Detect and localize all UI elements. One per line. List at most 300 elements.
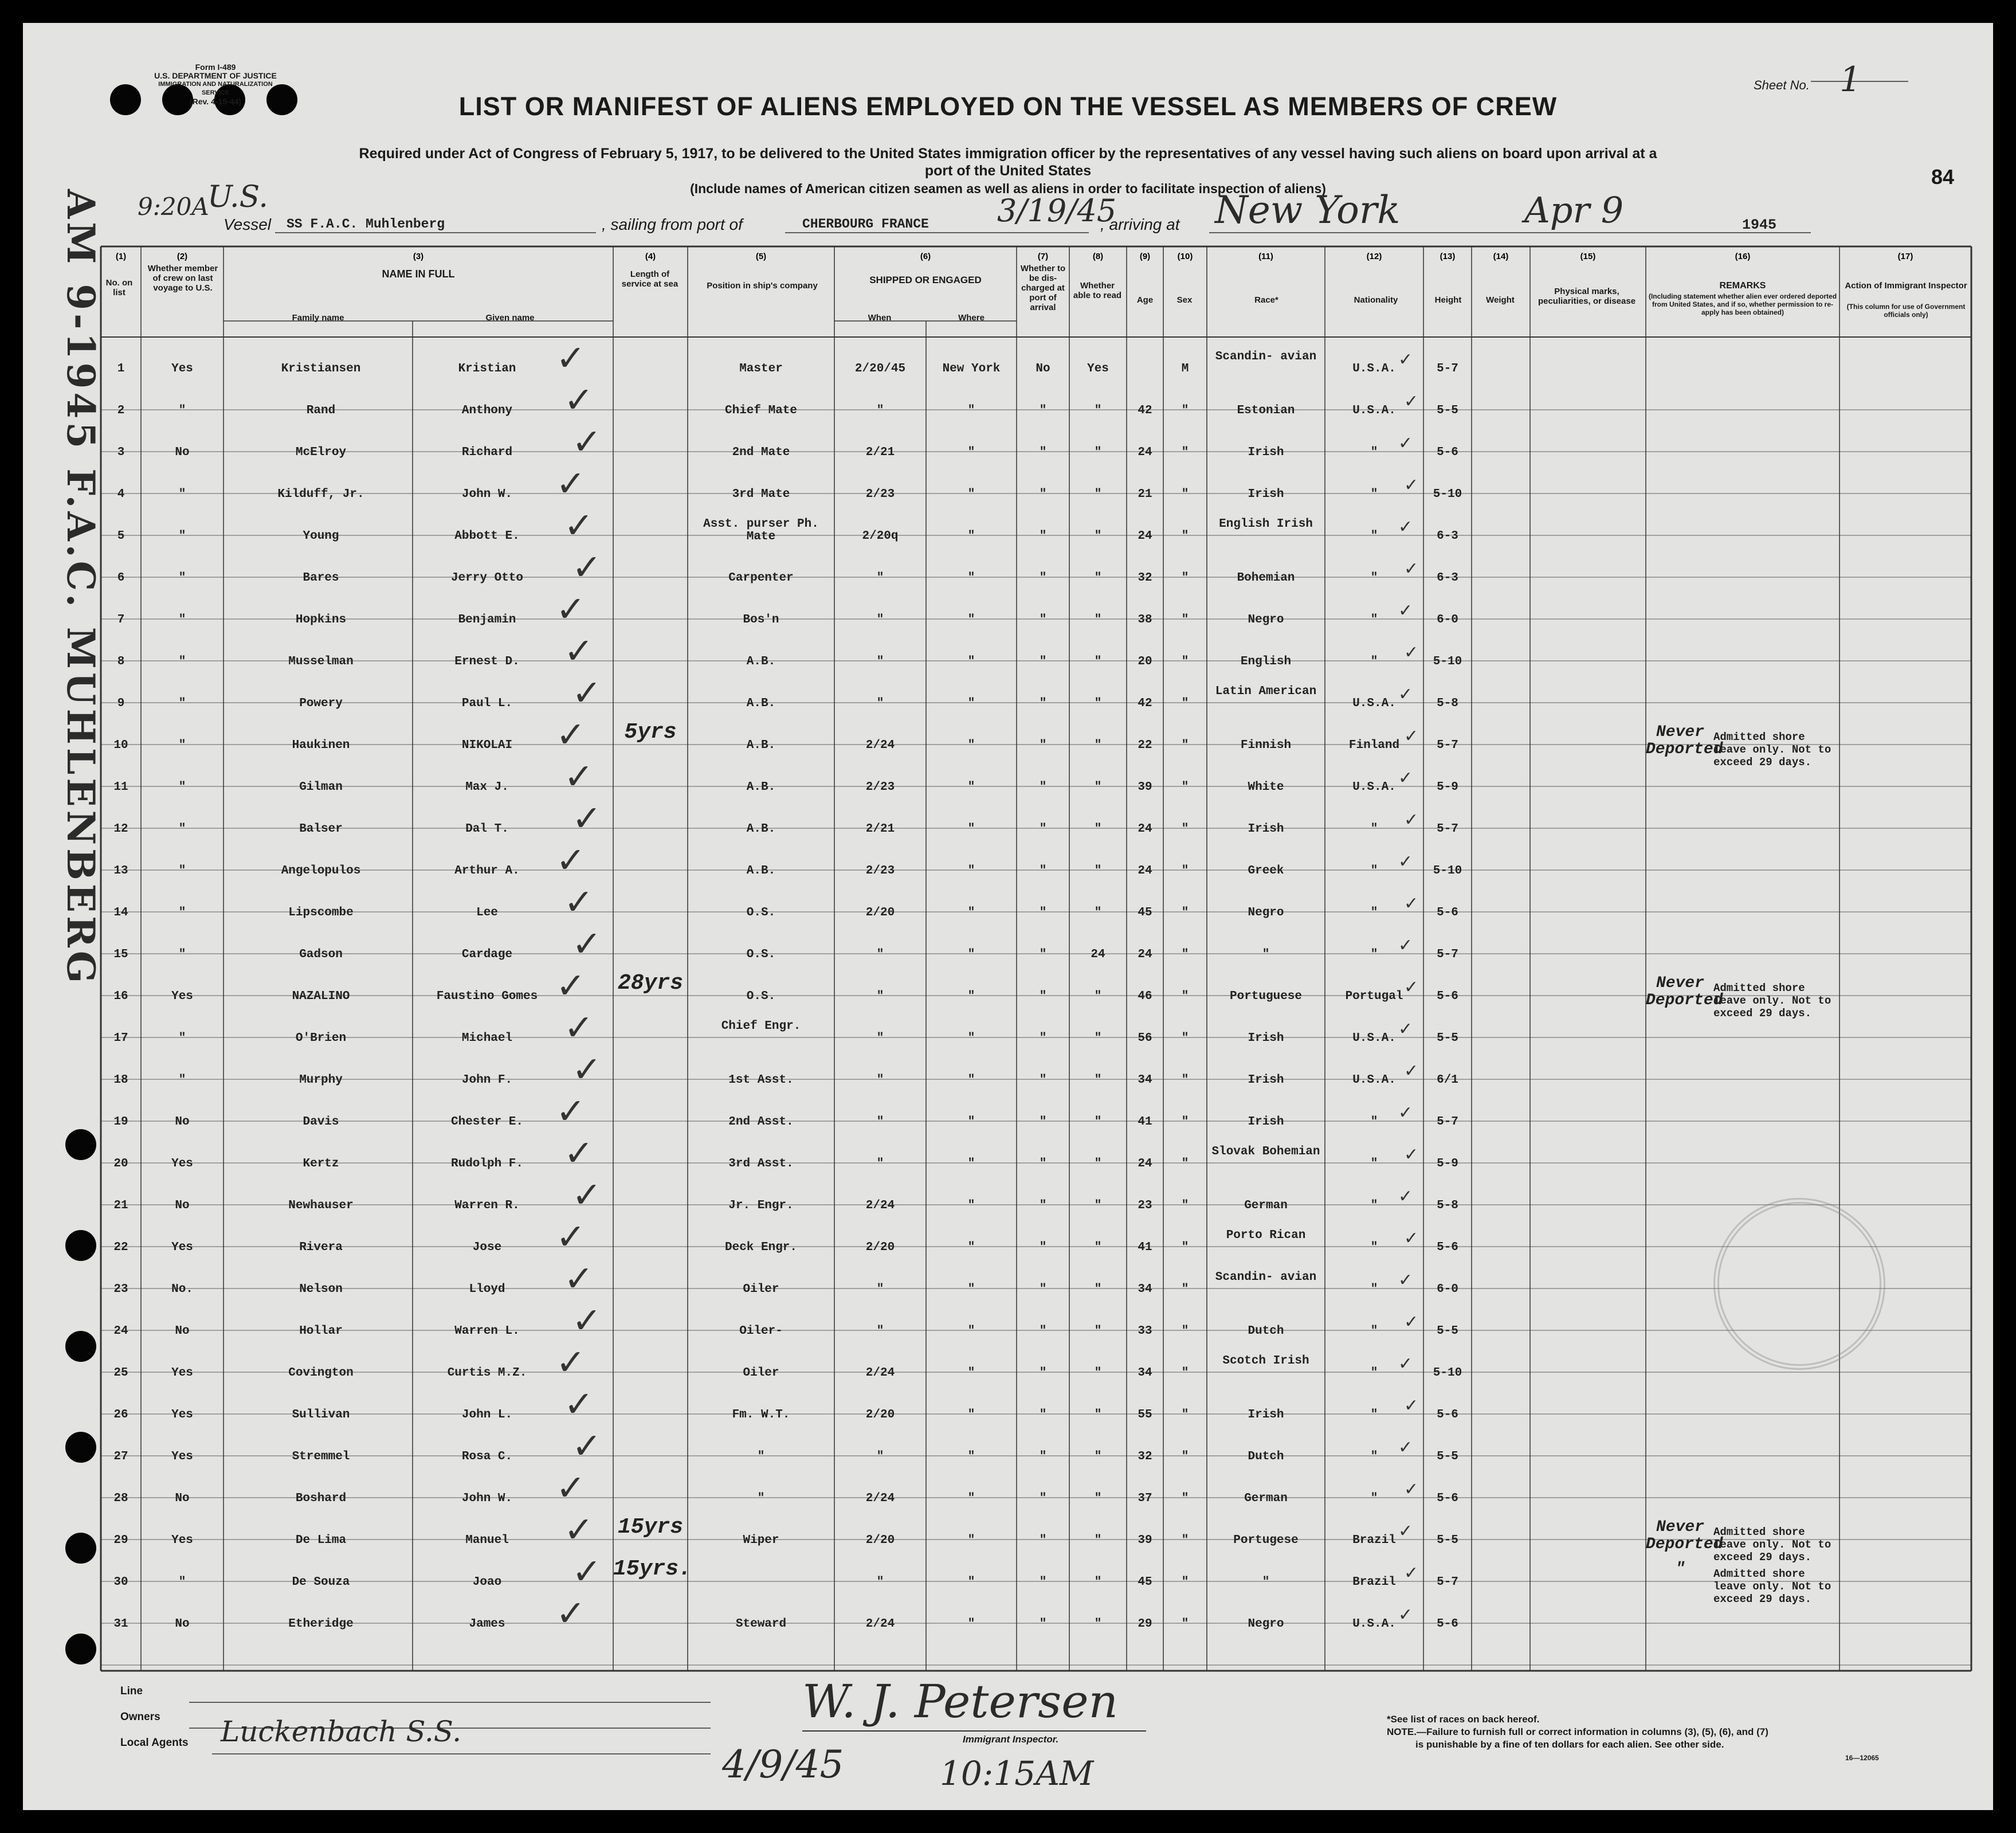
able-to-read: " (1094, 1199, 1102, 1212)
arrival-port: New York (1215, 188, 1401, 232)
race: Greek (1248, 864, 1284, 878)
check-mark-icon: ✓ (1398, 517, 1413, 537)
row-number: 6 (117, 571, 125, 585)
given-name: Michael (461, 1032, 513, 1045)
able-to-read: " (1094, 1157, 1102, 1170)
check-mark-icon: ✓ (556, 337, 586, 379)
shipped-when: 2/20 (865, 1534, 895, 1547)
column-number: (8) (1092, 252, 1104, 261)
height: 5-7 (1437, 1576, 1458, 1589)
race: English Irish (1219, 518, 1313, 531)
to-be-discharged: " (1039, 697, 1047, 710)
position: Steward (735, 1617, 787, 1631)
punch-hole (65, 1331, 96, 1362)
position: 1st Asst. (728, 1074, 794, 1087)
check-mark-icon: ✓ (1398, 1186, 1413, 1207)
shipped-when: " (876, 1325, 884, 1338)
check-mark-icon: ✓ (564, 1132, 594, 1174)
height: 5-5 (1437, 1032, 1458, 1045)
index-note: 9:20A (138, 193, 209, 221)
height: 6-0 (1437, 1283, 1458, 1296)
last-voyage: Yes (171, 1157, 193, 1170)
check-mark-icon: ✓ (1404, 1061, 1419, 1081)
page-number: 84 (1931, 165, 1955, 189)
race-note: *See list of races on back hereof. (1387, 1714, 1540, 1725)
height: 5-9 (1437, 1157, 1458, 1170)
family-name: Bares (303, 571, 339, 585)
header-discharged: Whether to be dis-charged at port of arrival (1020, 264, 1066, 312)
vessel-name: SS F.A.C. Muhlenberg (287, 217, 445, 232)
check-mark-icon: ✓ (1404, 1312, 1419, 1332)
position: A.B. (746, 697, 776, 710)
race: Irish (1248, 488, 1284, 501)
header-physical-marks: Physical marks, peculiarities, or disease (1538, 287, 1636, 306)
to-be-discharged: " (1039, 1157, 1047, 1170)
sex: " (1181, 697, 1189, 710)
nationality: " (1370, 1366, 1378, 1380)
header-sex: Sex (1176, 295, 1193, 305)
position: 3rd Asst. (728, 1157, 794, 1170)
column-number: (16) (1735, 252, 1751, 261)
shipped-when: 2/23 (865, 488, 895, 501)
to-be-discharged: " (1039, 655, 1047, 668)
row-number: 17 (113, 1032, 128, 1045)
penalty-note-2: is punishable by a fine of ten dollars for each alien. See other side. (1415, 1739, 1724, 1750)
shipped-where: " (967, 948, 975, 961)
shipped-when: 2/20 (865, 1241, 895, 1254)
sex: " (1181, 1408, 1189, 1421)
revision: (Rev. 4-15-44) (189, 97, 241, 106)
last-voyage: " (178, 571, 186, 585)
sheet-number: 1 (1839, 60, 1862, 100)
header-name-in-full: NAME IN FULL (382, 268, 455, 280)
check-mark-icon: ✓ (556, 1341, 586, 1383)
punch-hole (65, 1230, 96, 1261)
check-mark-icon: ✓ (572, 1550, 602, 1592)
height: 5-8 (1437, 697, 1458, 710)
punch-hole (65, 1533, 96, 1564)
height: 5-10 (1433, 1366, 1462, 1380)
nationality: U.S.A. (1352, 1617, 1396, 1631)
able-to-read: " (1094, 1283, 1102, 1296)
nationality: " (1370, 822, 1378, 836)
to-be-discharged: " (1039, 864, 1047, 878)
race: White (1248, 781, 1284, 794)
family-name: Newhauser (288, 1199, 354, 1212)
to-be-discharged: " (1039, 1450, 1047, 1463)
position: " (757, 1492, 765, 1505)
check-mark-icon: ✓ (556, 714, 586, 755)
row-number: 27 (113, 1450, 128, 1463)
age: 20 (1138, 655, 1152, 668)
row-number: 16 (113, 990, 128, 1003)
shipped-where: " (967, 613, 975, 626)
able-to-read: " (1094, 404, 1102, 417)
shipped-when: 2/24 (865, 1492, 895, 1505)
last-voyage: " (178, 781, 186, 794)
shipped-when: " (876, 697, 884, 710)
to-be-discharged: " (1039, 571, 1047, 585)
column-number: (5) (755, 252, 767, 261)
sheet-label: Sheet No. (1754, 78, 1810, 92)
able-to-read: " (1094, 530, 1102, 543)
sex: " (1181, 781, 1189, 794)
shipped-where: " (967, 1492, 975, 1505)
age: 32 (1138, 571, 1152, 585)
age: 24 (1138, 864, 1152, 878)
sex: " (1181, 655, 1189, 668)
given-name: John W. (461, 488, 513, 501)
row-number: 14 (113, 906, 128, 919)
age: 42 (1138, 404, 1152, 417)
row-number: 13 (113, 864, 128, 878)
last-voyage: Yes (171, 1366, 193, 1380)
shipped-when: " (876, 655, 884, 668)
print-code: 16—12065 (1845, 1754, 1879, 1762)
height: 5-5 (1437, 1534, 1458, 1547)
check-mark-icon: ✓ (1398, 1438, 1413, 1458)
position: Oiler- (739, 1325, 783, 1338)
age: 37 (1138, 1492, 1152, 1505)
given-name: James (469, 1617, 505, 1631)
position: O.S. (746, 948, 776, 961)
check-mark-icon: ✓ (1404, 1396, 1419, 1416)
row-number: 22 (113, 1241, 128, 1254)
race: Latin American (1215, 685, 1317, 698)
sex: " (1181, 1241, 1189, 1254)
height: 5-6 (1437, 906, 1458, 919)
shipped-where: " (967, 404, 975, 417)
sex: " (1181, 1283, 1189, 1296)
to-be-discharged: " (1039, 446, 1047, 459)
given-name: Kristian (458, 362, 516, 375)
family-name: De Souza (292, 1576, 350, 1589)
shipped-when: " (876, 1576, 884, 1589)
position: A.B. (746, 822, 776, 836)
sex: " (1181, 1492, 1189, 1505)
header-shipped-engaged: SHIPPED OR ENGAGED (869, 275, 982, 285)
column-number: (11) (1258, 252, 1273, 261)
remarks: Admitted shore leave only. Not to exceed 29 days. (1713, 1526, 1831, 1564)
to-be-discharged: " (1039, 1366, 1047, 1380)
required-act-line-2: port of the United States (924, 163, 1092, 179)
family-name: Balser (299, 822, 343, 836)
sex: " (1181, 864, 1189, 878)
shipped-when: 2/21 (865, 822, 895, 836)
header-able-read: Whether able to read (1073, 281, 1122, 300)
departure-port: CHERBOURG FRANCE (802, 217, 929, 232)
to-be-discharged: " (1039, 1576, 1047, 1589)
row-number: 4 (117, 488, 125, 501)
to-be-discharged: " (1039, 1032, 1047, 1045)
position: Jr. Engr. (728, 1199, 794, 1212)
sex: " (1181, 1576, 1189, 1589)
age: 39 (1138, 781, 1152, 794)
check-mark-icon: ✓ (1404, 1228, 1419, 1248)
shipped-when: 2/24 (865, 1617, 895, 1631)
us-note: U.S. (207, 180, 268, 214)
shipped-where: " (967, 990, 975, 1003)
check-mark-icon: ✓ (564, 1509, 594, 1550)
to-be-discharged: " (1039, 822, 1047, 836)
to-be-discharged: " (1039, 613, 1047, 626)
able-to-read: " (1094, 1450, 1102, 1463)
able-to-read: " (1094, 1032, 1102, 1045)
header-given-name: Given name (485, 313, 535, 323)
check-mark-icon: ✓ (1404, 894, 1419, 914)
nationality: " (1370, 488, 1378, 501)
height: 5-7 (1437, 1115, 1458, 1129)
race: Portugese (1233, 1534, 1299, 1547)
header-remarks-note: (Including statement whether alien ever ordered deported from United States, and if so, whether permission to re-apply has been obtained) (1648, 292, 1837, 316)
to-be-discharged: " (1039, 1199, 1047, 1212)
sex: " (1181, 530, 1189, 543)
age: 39 (1138, 1534, 1152, 1547)
position: Oiler (743, 1283, 779, 1296)
able-to-read: " (1094, 1617, 1102, 1631)
check-mark-icon: ✓ (572, 672, 602, 714)
race: Scotch Irish (1222, 1354, 1309, 1368)
race: Irish (1248, 1115, 1284, 1129)
header-remarks: REMARKS (1719, 281, 1766, 291)
sex: " (1181, 1115, 1189, 1129)
arriving-label: , arriving at (1100, 216, 1180, 233)
position: A.B. (746, 864, 776, 878)
family-name: Murphy (299, 1074, 343, 1087)
height: 5-6 (1437, 446, 1458, 459)
position: Chief Mate (724, 404, 798, 417)
nationality: " (1370, 1199, 1378, 1212)
column-number: (15) (1580, 252, 1596, 261)
shipped-where: " (967, 1032, 975, 1045)
last-voyage: No. (171, 1283, 193, 1296)
row-number: 29 (113, 1534, 128, 1547)
shipped-where: " (967, 1617, 975, 1631)
race: German (1244, 1492, 1288, 1505)
age: 24 (1138, 822, 1152, 836)
check-mark-icon: ✓ (1404, 475, 1419, 495)
given-name: Jerry Otto (450, 571, 524, 585)
nationality: U.S.A. (1352, 1074, 1396, 1087)
check-mark-icon: ✓ (1398, 1270, 1413, 1290)
family-name: Rivera (299, 1241, 343, 1254)
row-number: 2 (117, 404, 125, 417)
inspector-label: Immigrant Inspector. (963, 1734, 1059, 1745)
given-name: Paul L. (461, 697, 513, 710)
remarks-handwritten: Never Deported (1646, 974, 1723, 1009)
nationality: U.S.A. (1352, 362, 1396, 375)
shipped-where: " (967, 906, 975, 919)
row-number: 5 (117, 530, 125, 543)
last-voyage: " (178, 404, 186, 417)
last-voyage: Yes (171, 1450, 193, 1463)
family-name: Haukinen (292, 739, 350, 752)
height: 5-6 (1437, 1408, 1458, 1421)
row-number: 28 (113, 1492, 128, 1505)
sex: " (1181, 1325, 1189, 1338)
column-number: (9) (1139, 252, 1151, 261)
check-mark-icon: ✓ (1404, 810, 1419, 830)
height: 5-8 (1437, 1199, 1458, 1212)
given-name: Rosa C. (461, 1450, 513, 1463)
family-name: Boshard (295, 1492, 347, 1505)
check-mark-icon: ✓ (556, 463, 586, 504)
column-number: (1) (115, 252, 127, 261)
header-last-voyage: Whether member of crew on last voyage to U.S. (147, 264, 218, 293)
nationality: " (1370, 571, 1378, 585)
position: 2nd Mate (732, 446, 790, 459)
check-mark-icon: ✓ (1404, 643, 1419, 663)
to-be-discharged: " (1039, 1115, 1047, 1129)
nationality: U.S.A. (1352, 404, 1396, 417)
race: Finnish (1240, 739, 1292, 752)
row-number: 1 (117, 362, 125, 375)
last-voyage: Yes (171, 362, 193, 375)
nationality: " (1370, 1241, 1378, 1254)
family-name: Kertz (303, 1157, 339, 1170)
sex: " (1181, 446, 1189, 459)
family-name: Kristiansen (281, 362, 361, 375)
header-action: Action of Immigrant Inspector (1845, 281, 1967, 291)
to-be-discharged: " (1039, 530, 1047, 543)
check-mark-icon: ✓ (1398, 1103, 1413, 1123)
check-mark-icon: ✓ (1404, 559, 1419, 579)
last-voyage: " (178, 1576, 186, 1589)
column-number: (10) (1177, 252, 1193, 261)
given-name: Lloyd (469, 1283, 505, 1296)
sex: " (1181, 613, 1189, 626)
last-voyage: No (175, 446, 190, 459)
shipped-when: 2/24 (865, 1366, 895, 1380)
nationality: " (1370, 655, 1378, 668)
position: Chief Engr. (721, 1020, 801, 1033)
height: 6-3 (1437, 530, 1458, 543)
given-name: Dal T. (465, 822, 509, 836)
nationality: " (1370, 864, 1378, 878)
race: Slovak Bohemian (1211, 1145, 1320, 1158)
family-name: Hollar (299, 1325, 343, 1338)
header-family-name: Family name (292, 313, 344, 323)
form-number: Form I-489 (195, 62, 236, 72)
nationality: Finland (1348, 739, 1400, 752)
able-to-read: " (1094, 1241, 1102, 1254)
remarks: Admitted shore leave only. Not to exceed 29 days. (1713, 731, 1831, 769)
age: 34 (1138, 1366, 1152, 1380)
check-mark-icon: ✓ (1398, 1605, 1413, 1625)
able-to-read: " (1094, 1366, 1102, 1380)
position: Master (739, 362, 783, 375)
check-mark-icon: ✓ (1398, 350, 1413, 370)
position: O.S. (746, 906, 776, 919)
shipped-where: " (967, 822, 975, 836)
shipped-when: " (876, 1450, 884, 1463)
row-number: 15 (113, 948, 128, 961)
given-name: Benjamin (458, 613, 516, 626)
family-name: Gilman (299, 781, 343, 794)
able-to-read: " (1094, 739, 1102, 752)
age: 42 (1138, 697, 1152, 710)
column-number: (2) (177, 252, 188, 261)
race: Dutch (1248, 1325, 1284, 1338)
nationality: " (1370, 906, 1378, 919)
age: 21 (1138, 488, 1152, 501)
race: Negro (1248, 906, 1284, 919)
shipped-when: " (876, 613, 884, 626)
able-to-read: " (1094, 488, 1102, 501)
header-no-on-list: No. on list (105, 278, 133, 297)
position: Bos'n (743, 613, 779, 626)
sailing-date: 3/19/45 (997, 193, 1117, 229)
shipped-where: " (967, 571, 975, 585)
shipped-where: " (967, 1157, 975, 1170)
able-to-read: " (1094, 655, 1102, 668)
last-voyage: " (178, 488, 186, 501)
height: 5-5 (1437, 1450, 1458, 1463)
check-mark-icon: ✓ (556, 1090, 586, 1132)
to-be-discharged: " (1039, 1617, 1047, 1631)
shipped-when: " (876, 571, 884, 585)
check-mark-icon: ✓ (1404, 1145, 1419, 1165)
race: Irish (1248, 1408, 1284, 1421)
header-position: Position in ship's company (707, 281, 818, 291)
punch-hole (65, 1634, 96, 1664)
able-to-read: Yes (1087, 362, 1109, 375)
sex: " (1181, 1366, 1189, 1380)
check-mark-icon: ✓ (1398, 935, 1413, 955)
check-mark-icon: ✓ (556, 839, 586, 881)
shipped-when: 2/23 (865, 864, 895, 878)
penalty-note: NOTE.—Failure to furnish full or correct information in columns (3), (5), (6), and (7) (1387, 1726, 1768, 1737)
family-name: Rand (306, 404, 336, 417)
race: Irish (1248, 1074, 1284, 1087)
able-to-read: " (1094, 781, 1102, 794)
check-mark-icon: ✓ (1404, 1563, 1419, 1583)
race: Negro (1248, 1617, 1284, 1631)
shipped-when: 2/20/45 (854, 362, 906, 375)
shipped-where: " (967, 1408, 975, 1421)
age: 33 (1138, 1325, 1152, 1338)
position: Carpenter (728, 571, 794, 585)
given-name: Cardage (461, 948, 513, 961)
sex: " (1181, 948, 1189, 961)
check-mark-icon: ✓ (564, 1383, 594, 1425)
shipped-where: New York (942, 362, 1001, 375)
given-name: Warren L. (454, 1325, 520, 1338)
vertical-vessel-note: AM 9-1945 F.A.C. MUHLENBERG (58, 189, 103, 987)
row-number: 21 (113, 1199, 128, 1212)
height: 5-10 (1433, 488, 1462, 501)
height: 5-9 (1437, 781, 1458, 794)
nationality: " (1370, 1408, 1378, 1421)
shipped-when: " (876, 404, 884, 417)
given-name: Joao (472, 1576, 502, 1589)
check-mark-icon: ✓ (1404, 391, 1419, 412)
height: 5-7 (1437, 822, 1458, 836)
given-name: Lee (476, 906, 498, 919)
family-name: Hopkins (295, 613, 347, 626)
family-name: NAZALINO (292, 990, 350, 1003)
sex: " (1181, 1157, 1189, 1170)
age: 32 (1138, 1450, 1152, 1463)
to-be-discharged: " (1039, 1074, 1047, 1087)
able-to-read: " (1094, 822, 1102, 836)
position: A.B. (746, 739, 776, 752)
nationality: U.S.A. (1352, 1032, 1396, 1045)
height: 5-5 (1437, 1325, 1458, 1338)
check-mark-icon: ✓ (564, 881, 594, 923)
to-be-discharged: " (1039, 1492, 1047, 1505)
shipped-where: " (967, 864, 975, 878)
